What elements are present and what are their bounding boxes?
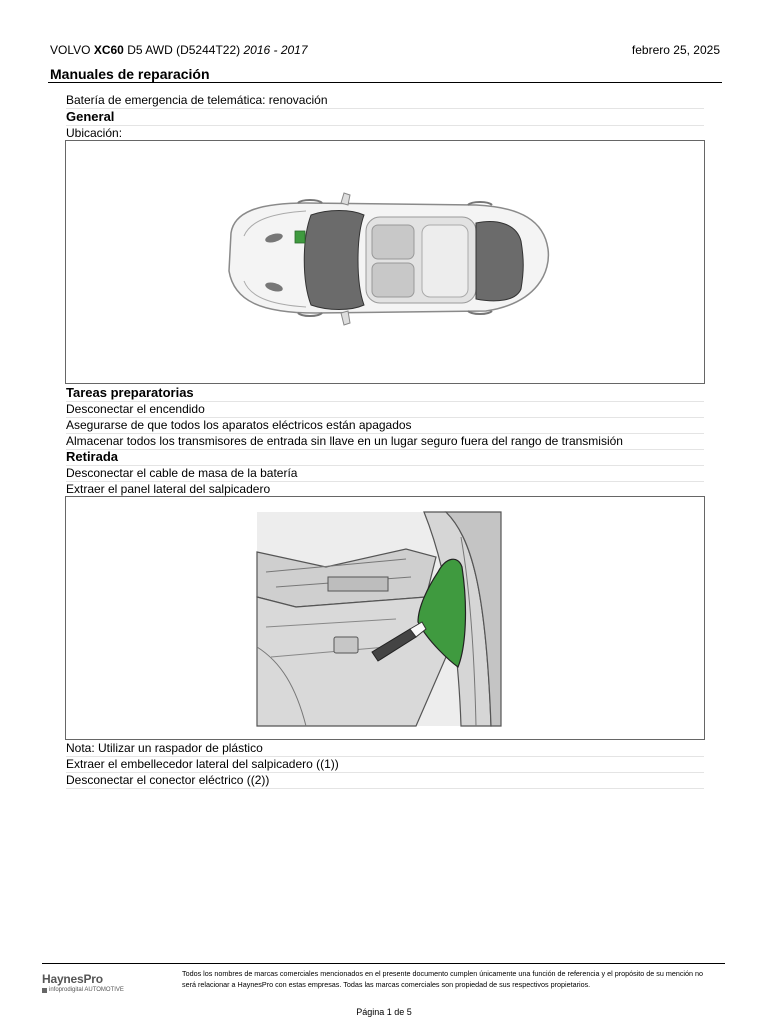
document-date: febrero 25, 2025: [631, 43, 720, 57]
prep-step-1: Desconectar el encendido: [66, 402, 704, 418]
location-label: Ubicación:: [66, 126, 704, 142]
note-text: Nota: Utilizar un raspador de plástico: [66, 741, 704, 757]
removal-step-4: Desconectar el conector eléctrico ((2)): [66, 773, 704, 789]
dashboard-side-panel-illustration: [66, 497, 704, 739]
removal-step-1: Desconectar el cable de masa de la batería: [66, 466, 704, 482]
task-title: Batería de emergencia de telemática: renovación: [66, 93, 704, 109]
vehicle-model: XC60: [93, 43, 124, 57]
vehicle-years: 2016 - 2017: [243, 43, 308, 57]
brand-name: HaynesPro: [42, 972, 103, 986]
location-figure: [65, 140, 705, 384]
document-header: [50, 43, 720, 59]
removal-heading: Retirada: [66, 450, 704, 466]
vehicle-identifier: [50, 43, 308, 57]
general-heading: General: [66, 110, 704, 126]
battery-location-marker: [295, 231, 305, 243]
removal-step-3: Extraer el embellecedor lateral del salpicadero ((1)): [66, 757, 704, 773]
prep-step-2: Asegurarse de que todos los aparatos eléctricos están apagados: [66, 418, 704, 434]
section-title: Manuales de reparación: [50, 66, 210, 82]
header-divider: [48, 82, 722, 83]
brand-mark-icon: [42, 988, 47, 993]
trademark-disclaimer: Todos los nombres de marcas comerciales mencionados en el presente documento cumplen únicamente una función de referencia y el propósito de su mención no será relacionar a HaynesPro con estas empresas. Todas las marcas comerciales son propiedad de sus respectivos propietarios.: [182, 969, 703, 989]
prep-step-3: Almacenar todos los transmisores de entrada sin llave en un lugar seguro fuera del rango de transmisión: [66, 434, 704, 450]
brand-sub: infoprodigital AUTOMOTIVE: [42, 987, 152, 993]
page-number: Página 1 de 5: [356, 1007, 412, 1017]
haynespro-logo: [42, 972, 152, 993]
vehicle-variant: D5 AWD (D5244T22): [127, 43, 241, 57]
dashboard-panel-figure: [65, 496, 705, 740]
preparatory-tasks-heading: Tareas preparatorias: [66, 386, 704, 402]
car-top-view-illustration: [66, 141, 704, 383]
footer-divider: [42, 963, 725, 964]
vehicle-make: VOLVO: [50, 43, 91, 57]
removal-step-2: Extraer el panel lateral del salpicadero: [66, 482, 704, 498]
